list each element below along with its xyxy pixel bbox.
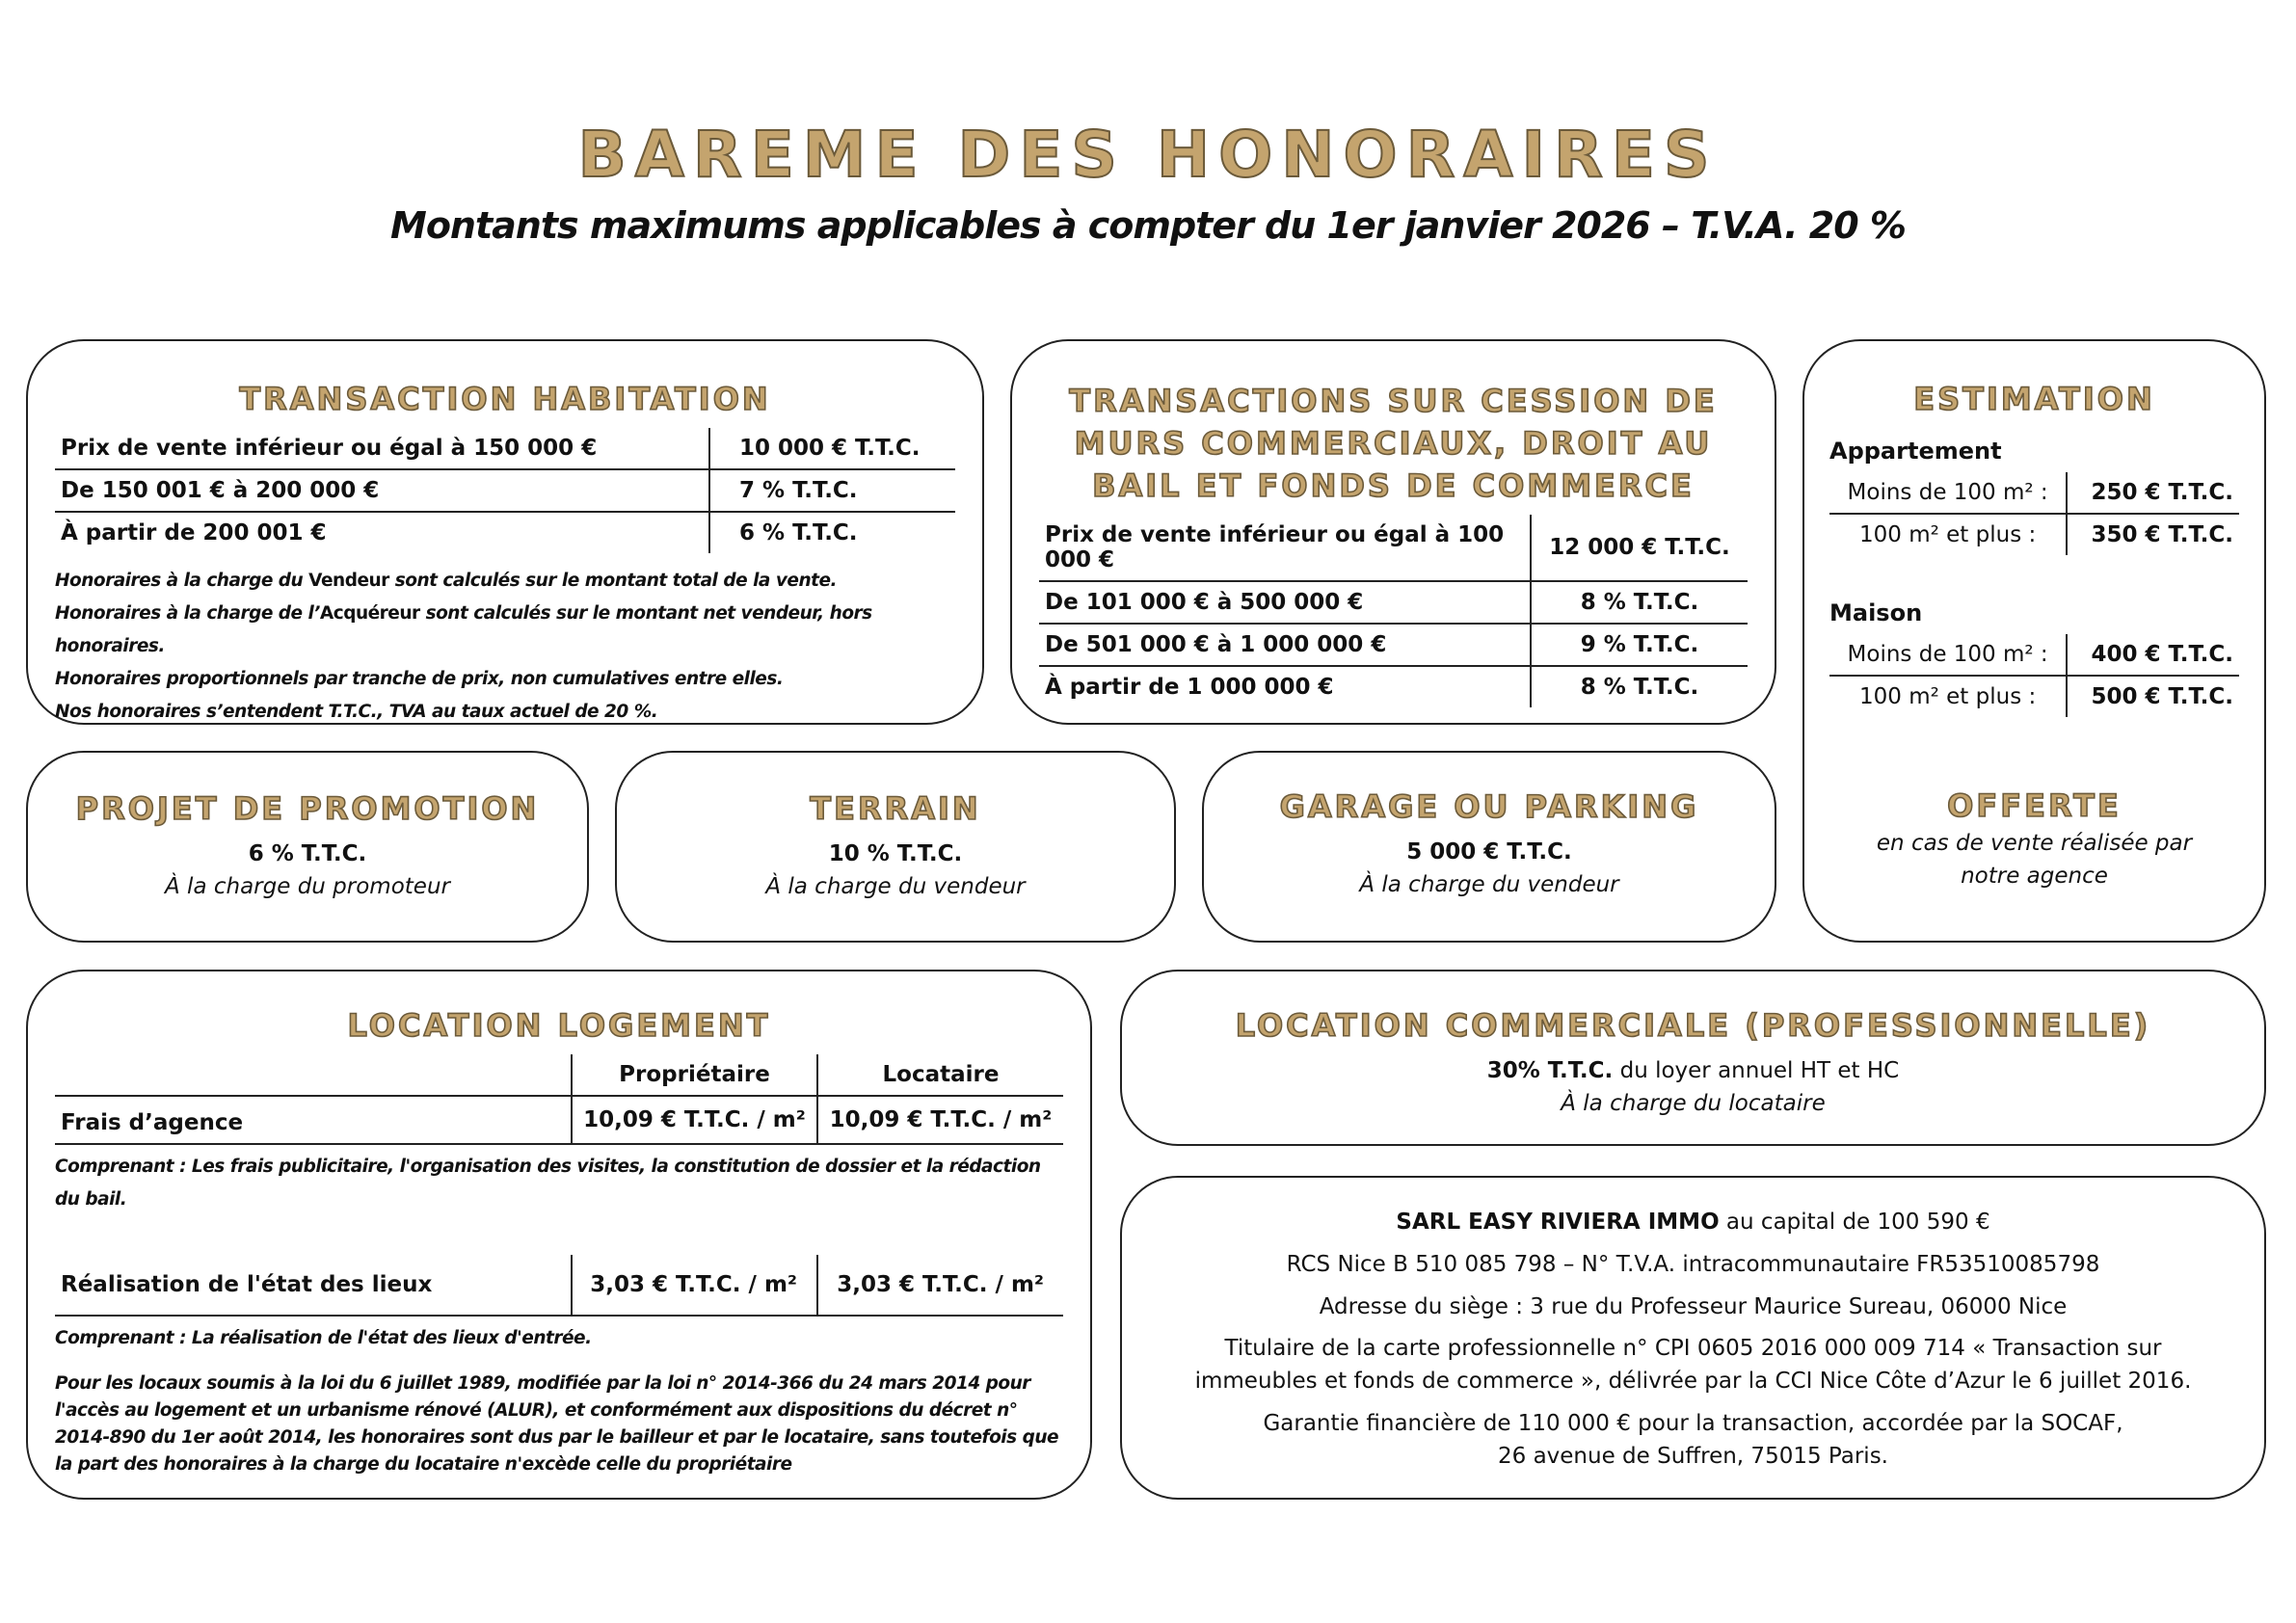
row-label: Moins de 100 m² : — [1829, 472, 2067, 514]
row-value: 500 € T.T.C. — [2067, 676, 2239, 717]
guarantee-address: 26 avenue de Suffren, 75015 Paris. — [1498, 1444, 1888, 1469]
address: Adresse du siège : 3 rue du Professeur Maurice Sureau, 06000 Nice — [1319, 1294, 2068, 1319]
row-label: Réalisation de l'état des lieux — [55, 1255, 572, 1316]
garage-note: À la charge du vendeur — [1359, 872, 1619, 897]
location-logement-box — [26, 970, 1092, 1500]
capital: au capital de 100 590 € — [1719, 1210, 1990, 1235]
note: Honoraires à la charge de l’Acquéreur sont calculés sur le montant net vendeur, hors honoraires. — [55, 603, 872, 656]
row-value: 350 € T.T.C. — [2067, 514, 2239, 555]
col-header: Propriétaire — [572, 1054, 817, 1096]
logement-table — [55, 1054, 1063, 1145]
row-label: À partir de 200 001 € — [61, 520, 327, 545]
location-commerciale-box — [1120, 970, 2266, 1146]
promotion-value: 6 % T.T.C. — [248, 841, 367, 866]
appartement-table — [1829, 472, 2239, 555]
row-label: 100 m² et plus : — [1859, 522, 2037, 547]
commerciale-note: À la charge du locataire — [1561, 1091, 1826, 1116]
row-label: À partir de 1 000 000 € — [1045, 675, 1334, 700]
row-label: De 101 000 € à 500 000 € — [1039, 581, 1531, 624]
transaction-commerce-box — [1010, 339, 1776, 725]
terrain-note: À la charge du vendeur — [765, 874, 1026, 899]
maison-table — [1829, 634, 2239, 717]
maison-label: Maison — [1829, 599, 1923, 626]
section-title: TERRAIN — [810, 790, 981, 827]
etat-lieux-table — [55, 1255, 1063, 1317]
row-value: 250 € T.T.C. — [2067, 472, 2239, 514]
garage-box — [1202, 751, 1776, 943]
note: Nos honoraires s’entendent T.T.C., TVA au taux actuel de 20 %. — [55, 702, 658, 722]
row-value: 9 % T.T.C. — [1531, 624, 1748, 666]
section-title: TRANSACTION HABITATION — [239, 381, 771, 417]
section-title: TRANSACTIONS SUR CESSION DE MURS COMMERCIAUX, DROIT AU BAIL ET FONDS DE COMMERCE — [1069, 383, 1718, 504]
offer-text: en cas de vente réalisée par notre agence — [1876, 831, 2193, 889]
row-value: 400 € T.T.C. — [2067, 634, 2239, 676]
page-title: BAREME DES HONORAIRES — [577, 118, 1719, 192]
row-value: 3,03 € T.T.C. / m² — [572, 1255, 817, 1316]
note: Honoraires proportionnels par tranche de prix, non cumulatives entre elles. — [55, 669, 784, 689]
transaction-habitation-box — [26, 339, 984, 725]
rcs: RCS Nice B 510 085 798 – N° T.V.A. intracommunautaire FR53510085798 — [1286, 1252, 2100, 1277]
estimation-box — [1802, 339, 2266, 943]
guarantee: Garantie financière de 110 000 € pour la transaction, accordée par la SOCAF, — [1263, 1411, 2123, 1436]
note: Comprenant : Les frais publicitaire, l'organisation des visites, la constitution de dossier et la rédaction du bail. — [55, 1157, 1041, 1210]
row-label: De 501 000 € à 1 000 000 € — [1039, 624, 1531, 666]
row-label: Moins de 100 m² : — [1829, 634, 2067, 676]
col-header: Locataire — [817, 1054, 1063, 1096]
section-title: ESTIMATION — [1913, 381, 2155, 417]
habitation-notes — [55, 565, 955, 729]
section-title: PROJET DE PROMOTION — [75, 790, 540, 827]
row-value: 3,03 € T.T.C. / m² — [817, 1255, 1063, 1316]
promotion-note: À la charge du promoteur — [165, 874, 450, 899]
section-title: GARAGE OU PARKING — [1279, 788, 1699, 825]
legal-info-box — [1120, 1176, 2266, 1500]
commerciale-value: 30% T.T.C. — [1486, 1058, 1614, 1083]
section-title: LOCATION LOGEMENT — [347, 1007, 771, 1044]
row-label: Prix de vente inférieur ou égal à 100 000 € — [1039, 515, 1531, 581]
row-value: 8 % T.T.C. — [1531, 666, 1748, 707]
commerce-table — [1039, 515, 1748, 707]
row-label: Frais d’agence — [55, 1096, 572, 1144]
alur-note: Pour les locaux soumis à la loi du 6 juillet 1989, modifiée par la loi n° 2014-366 du 24 mars 2014 pour l'accès au logement et un urbanisme rénové (ALUR), et conformément aux dispositions du décret n° 2014-890 du 1er août 2014, les honoraires sont dus par le bailleur et par le locataire, sans toutefois que la part des honoraires à la charge du locataire n'excède celle du propriétaire — [55, 1373, 1059, 1475]
promotion-box — [26, 751, 589, 943]
row-value: 10,09 € T.T.C. / m² — [572, 1096, 817, 1144]
row-value: 10 000 € T.T.C. — [709, 428, 955, 469]
row-value: 8 % T.T.C. — [1531, 581, 1748, 624]
note: Comprenant : La réalisation de l'état des lieux d'entrée. — [55, 1328, 592, 1348]
note: Honoraires à la charge du Vendeur sont calculés sur le montant total de la vente. — [55, 571, 838, 591]
offer-title: OFFERTE — [1947, 787, 2122, 824]
habitation-table — [55, 428, 955, 553]
row-value: 12 000 € T.T.C. — [1531, 515, 1748, 581]
row-label: Prix de vente inférieur ou égal à 150 000 € — [55, 428, 709, 469]
row-value: 10,09 € T.T.C. / m² — [817, 1096, 1063, 1144]
garage-value: 5 000 € T.T.C. — [1406, 839, 1572, 865]
row-label: 100 m² et plus : — [1859, 684, 2037, 709]
professional-card: Titulaire de la carte professionnelle n° CPI 0605 2016 000 009 714 « Transaction sur immeubles et fonds de commerce », délivrée par la CCI Nice Côte d’Azur le 6 juillet 2016. — [1194, 1336, 2192, 1394]
company-name: SARL EASY RIVIERA IMMO — [1396, 1210, 1720, 1235]
appartement-label: Appartement — [1829, 438, 2002, 465]
section-title: LOCATION COMMERCIALE (PROFESSIONNELLE) — [1235, 1007, 2151, 1044]
row-label: De 150 001 € à 200 000 € — [55, 469, 709, 512]
row-value: 6 % T.T.C. — [709, 512, 955, 553]
page-subtitle: Montants maximums applicables à compter du 1er janvier 2026 – T.V.A. 20 % — [390, 204, 1906, 247]
terrain-box — [615, 751, 1176, 943]
terrain-value: 10 % T.T.C. — [828, 841, 963, 866]
row-value: 7 % T.T.C. — [709, 469, 955, 512]
commerciale-detail: du loyer annuel HT et HC — [1613, 1058, 1900, 1083]
